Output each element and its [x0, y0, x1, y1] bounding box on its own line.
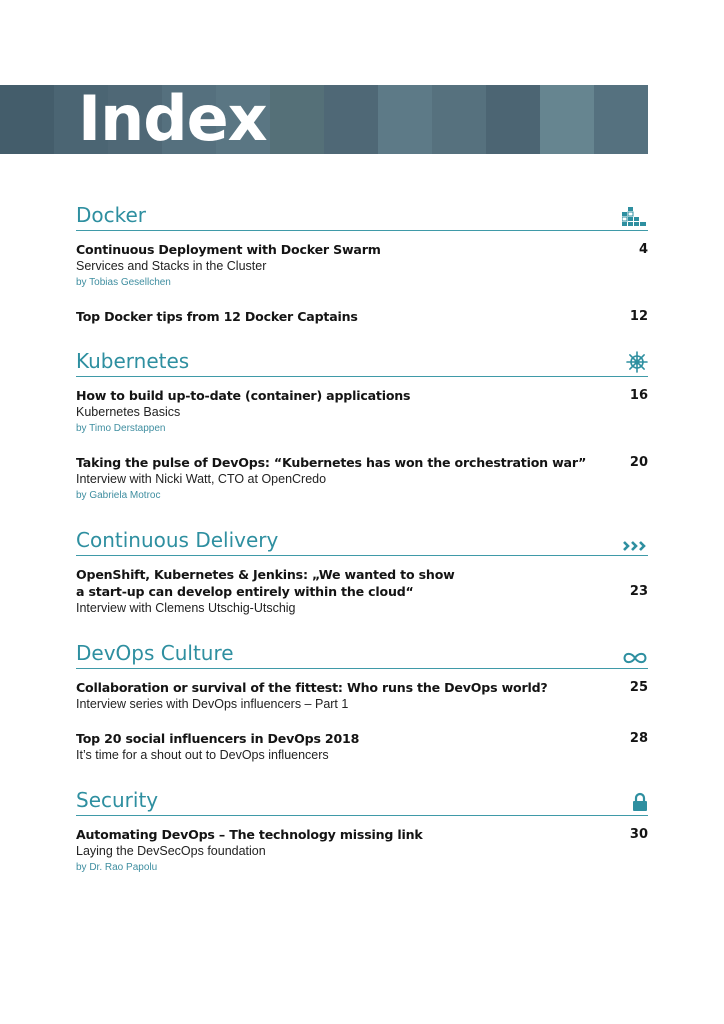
toc-entry[interactable]: [76, 241, 648, 291]
entry-title-line: a start-up can develop entirely within the cloud“: [76, 584, 414, 599]
banner-stripe: [486, 85, 540, 154]
entry-page-number: 23: [629, 584, 648, 599]
section-title: Kubernetes: [76, 349, 190, 373]
section-header: [76, 634, 648, 669]
toc-entry[interactable]: [76, 679, 648, 713]
section-header: [76, 196, 648, 231]
entry-author: by Tobias Gesellchen: [76, 277, 171, 288]
section-title: Security: [76, 788, 159, 812]
section-header: [76, 521, 648, 556]
entry-page-number: 25: [629, 680, 648, 695]
section-kubernetes: [76, 342, 648, 504]
page-title: Index: [78, 82, 267, 155]
banner-stripe: [594, 85, 648, 154]
helm-wheel-icon: [622, 351, 648, 373]
section-continuous-delivery: [76, 521, 648, 617]
entry-subtitle: Services and Stacks in the Cluster: [76, 259, 267, 273]
entry-author: by Gabriela Motroc: [76, 490, 161, 501]
entry-title: How to build up-to-date (container) applications: [76, 388, 411, 403]
banner-stripe: [378, 85, 432, 154]
entry-page-number: 20: [629, 455, 648, 470]
padlock-icon: [622, 790, 648, 812]
section-devops-culture: [76, 634, 648, 764]
entry-page-number: 30: [629, 827, 648, 842]
banner-stripe: [540, 85, 594, 154]
entry-title: Collaboration or survival of the fittest: Who runs the DevOps world?: [76, 680, 548, 695]
section-title: Continuous Delivery: [76, 528, 279, 552]
toc-entry[interactable]: [76, 566, 648, 617]
toc-entry[interactable]: [76, 454, 648, 504]
entry-title: Taking the pulse of DevOps: “Kubernetes has won the orchestration war”: [76, 455, 587, 470]
section-title: Docker: [76, 203, 147, 227]
entry-title-line: OpenShift, Kubernetes & Jenkins: „We wanted to show: [76, 567, 455, 582]
banner-stripe: [324, 85, 378, 154]
table-of-contents: [76, 196, 648, 893]
banner-stripe: [0, 85, 54, 154]
entry-title: Automating DevOps – The technology missing link: [76, 827, 423, 842]
entry-title: [76, 566, 608, 600]
toc-entry[interactable]: [76, 308, 648, 325]
section-header: [76, 781, 648, 816]
entry-title: Top 20 social influencers in DevOps 2018: [76, 731, 360, 746]
section-title: DevOps Culture: [76, 641, 234, 665]
entry-subtitle: Interview series with DevOps influencers – Part 1: [76, 697, 349, 711]
entry-title: Continuous Deployment with Docker Swarm: [76, 242, 381, 257]
entry-subtitle: Laying the DevSecOps foundation: [76, 844, 266, 858]
entry-title: Top Docker tips from 12 Docker Captains: [76, 309, 358, 324]
section-security: [76, 781, 648, 876]
toc-entry[interactable]: [76, 730, 648, 764]
banner-stripe: [270, 85, 324, 154]
section-header: [76, 342, 648, 377]
entry-author: by Dr. Rao Papolu: [76, 862, 158, 873]
toc-entry[interactable]: [76, 387, 648, 437]
banner-stripe: [432, 85, 486, 154]
entry-author: by Timo Derstappen: [76, 423, 166, 434]
entry-page-number: 4: [638, 242, 648, 257]
entry-page-number: 28: [629, 731, 648, 746]
section-docker: [76, 196, 648, 325]
docker-blocks-icon: [622, 205, 648, 227]
triple-chevron-icon: [622, 530, 648, 552]
entry-page-number: 12: [629, 309, 648, 324]
infinity-icon: [622, 643, 648, 665]
entry-subtitle: It’s time for a shout out to DevOps influencers: [76, 748, 329, 762]
entry-subtitle: Interview with Nicki Watt, CTO at OpenCredo: [76, 472, 327, 486]
entry-subtitle: Interview with Clemens Utschig-Utschig: [76, 601, 296, 615]
toc-entry[interactable]: [76, 826, 648, 876]
entry-subtitle: Kubernetes Basics: [76, 405, 181, 419]
entry-page-number: 16: [629, 388, 648, 403]
